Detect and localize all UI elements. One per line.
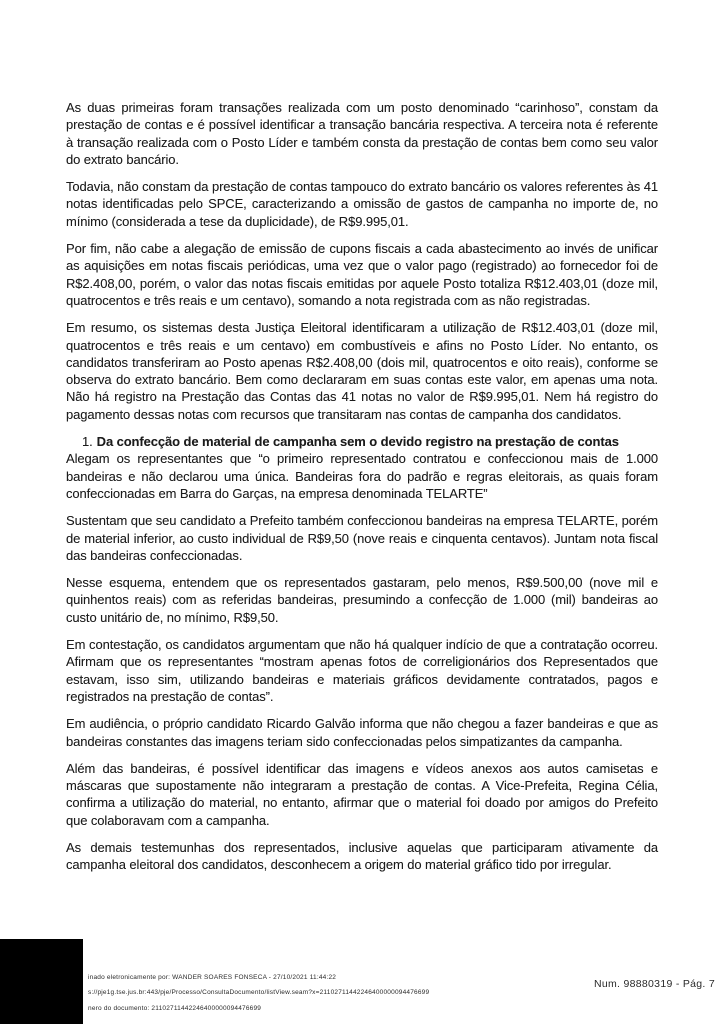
section-title: Da confecção de material de campanha sem o devido registro na prestação de contas (96, 434, 619, 450)
page-number-label: Num. 98880319 - Pág. 7 (593, 978, 715, 990)
footer-signature-line: inado eletronicamente por: WANDER SOARES FONSECA - 27/10/2021 11:44:22 (88, 974, 337, 981)
paragraph: Nesse esquema, entendem que os representados gastaram, pelo menos, R$9.500,00 (nove mil e quinhentos reais) com as referidas bandeiras, presumindo a confecção de 1.000 (mil) bandeiras ao custo unitário de, no mínimo, R$9,50. (66, 575, 658, 625)
paragraph: Por fim, não cabe a alegação de emissão de cupons fiscais a cada abastecimento ao invés de unificar as aquisições em notas fiscais periódicas, uma vez que o valor pago (registrado) ao fornecedor foi de R$2.408,00, porém, o valor das notas fiscais emitidas por aquele Posto totaliza R$12.403,01 (doze mil, quatrocentos e três reais e um centavo), somando a nota registrada com as não registradas. (66, 241, 658, 308)
paragraph: Todavia, não constam da prestação de contas tampouco do extrato bancário os valores referentes às 41 notas identificadas pelo SPCE, caracterizando a omissão de gastos de campanha no importe de, no mínimo (considerada a tese da duplicidade), de R$9.995,01. (66, 179, 658, 229)
paragraph: As demais testemunhas dos representados, inclusive aquelas que participaram ativamente da campanha eleitoral dos candidatos, desconhecem a origem do material gráfico tido por irregular. (66, 839, 658, 873)
redaction-box (0, 939, 83, 1024)
footer-docnum-line: nero do documento: 21102711442246400000094476699 (88, 1004, 262, 1012)
paragraph: Sustentam que seu candidato a Prefeito também confeccionou bandeiras na empresa TELARTE, porém de material inferior, ao custo individual de R$9,50 (nove reais e cinquenta centavos). Juntam nota fiscal das bandeiras confeccionadas. (66, 513, 658, 563)
footer-metadata (88, 970, 429, 1016)
footer-url-line: s://pje1g.tse.jus.br:443/pje/Processo/ConsultaDocumento/listView.seam?x=21102711442246400000094476699 (88, 989, 430, 997)
document-body (66, 99, 658, 884)
paragraph: Em audiência, o próprio candidato Ricardo Galvão informa que não chegou a fazer bandeiras e que as bandeiras constantes das imagens teriam sido confeccionadas pelos simpatizantes da campanha. (66, 716, 658, 749)
paragraph: Em contestação, os candidatos argumentam que não há qualquer indício de que a contratação ocorreu. Afirmam que os representantes “mostram apenas fotos de correligionários dos Representados que estavam, isso sim, utilizando bandeiras e materiais gráficos devidamente contratados, pagos e registrados na prestação de contas”. (66, 637, 658, 704)
paragraph: Alegam os representantes que “o primeiro representado contratou e confeccionou mais de 1.000 bandeiras e não declarou uma única. Bandeiras fora do padrão e regras eleitorais, as quais foram confeccionadas em Barra do Garças, na empresa denominada TELARTE” (66, 451, 658, 501)
section-heading (66, 433, 658, 450)
paragraph: As duas primeiras foram transações realizada com um posto denominado “carinhoso”, constam da prestação de contas e é possível identificar a transação bancária respectiva. A terceira nota é referente à transação realizada com o Posto Líder e também consta da prestação de contas bem como seu valor do extrato bancário. (66, 100, 658, 167)
paragraph: Em resumo, os sistemas desta Justiça Eleitoral identificaram a utilização de R$12.403,01 (doze mil, quatrocentos e três reais e um centavo) em combustíveis e afins no Posto Líder. No entanto, os candidatos transferiram ao Posto apenas R$2.408,00 (dois mil, quatrocentos e oito reais), conforme se observa do extrato bancário. Bem como declararam em suas contas este valor, em apenas uma nota. Não há registro na Prestação das Contas das 41 notas no valor de R$9.995,01. Nem há registro do pagamento dessas notas com recursos que transitaram nas contas de campanha dos candidatos. (66, 320, 658, 422)
paragraph: Além das bandeiras, é possível identificar das imagens e vídeos anexos aos autos camisetas e máscaras que supostamente não integraram a prestação de contas. A Vice-Prefeita, Regina Célia, confirma a utilização do material, no entanto, afirmar que o material foi doado por amigos do Prefeito que colaboravam com a campanha. (66, 760, 658, 828)
section-number: 1. (82, 434, 93, 450)
